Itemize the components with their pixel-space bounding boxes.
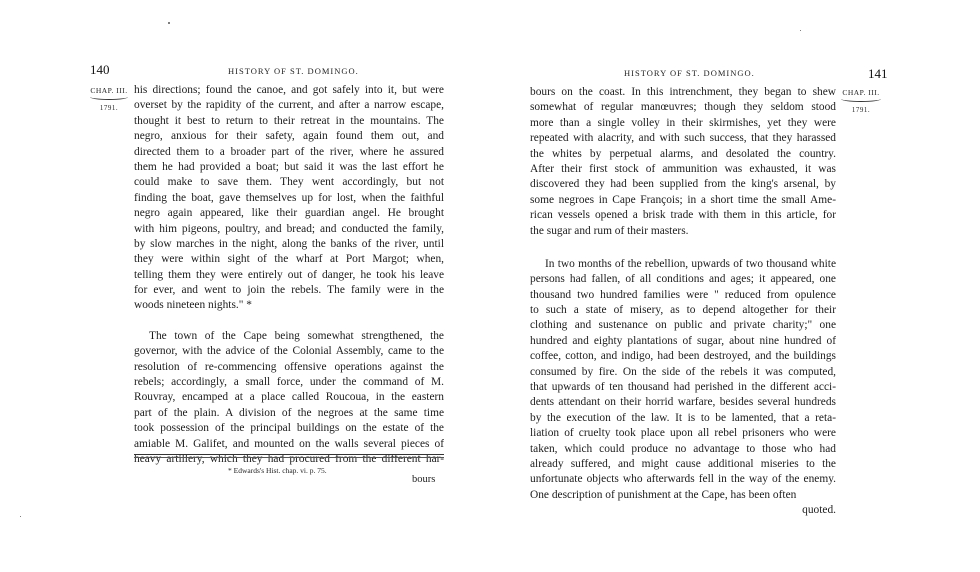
text-line: liation of cruelty took place upon all rebel prisoners who were [530, 427, 836, 440]
text-line: by the execution of the law. It is to be lamented, that a reta- [530, 411, 836, 424]
text-line: The town of the Cape being somewhat strengthened, the [149, 329, 444, 342]
text-block [530, 85, 836, 519]
text-line: overset by the rapidity of the current, and after a narrow escape, [134, 99, 444, 112]
page-number: 141 [868, 66, 888, 81]
text-line: the whites by perpetual alarms, and desolated the country. [530, 147, 836, 160]
text-line: amiable M. Galifet, and mounted on the walls several pieces of [134, 437, 444, 450]
text-line: took possession of the principal buildings on the estate of the [134, 422, 444, 435]
text-line: heavy artillery, which they had procured from the different har- [134, 452, 444, 465]
text-line: persons had fallen, of all conditions and ages; it appeared, one [530, 273, 836, 286]
running-head: HISTORY OF ST. DOMINGO. [228, 66, 359, 76]
text-line: bours on the coast. In this intrenchment, they began to shew [530, 86, 836, 98]
text-line: telling them they were entirely out of danger, he took his leave [134, 268, 444, 281]
margin-chapter: CHAP. III. [842, 88, 880, 97]
margin-note [838, 88, 884, 114]
text-line: thought it best to return to their retreat in the mountains. The [134, 114, 444, 127]
text-line: his directions; found the canoe, and got safely into it, but were [134, 84, 444, 96]
text-line: After their first stock of ammunition was exhausted, it was [530, 162, 836, 175]
text-line: by slow marches in the night, along the banks of the river, until [134, 237, 444, 250]
text-line: unfortunate objects who afterwards fell in the way of the enemy. [530, 473, 836, 486]
text-line: the sugar and rum of their masters. [530, 224, 689, 237]
text-line: In two months of the rebellion, upwards of two thousand white [545, 257, 836, 270]
text-line: directed them to a broader part of the river, where he assured [134, 145, 444, 158]
text-line: taken, which could produce no advantage to those who had [530, 442, 836, 455]
text-line: consumed by fire. On the side of the rebels it was computed, [530, 365, 836, 378]
text-line: could make to save them. They went accordingly, but not [134, 176, 444, 189]
text-line: them he had provided a boat; but said it was the last effort he [134, 160, 444, 173]
text-line: somewhat of regular manœuvres; though they seldom stood [530, 101, 836, 114]
catchword: bours [412, 474, 436, 485]
margin-note [87, 86, 131, 112]
text-line: rican vessels opened a brisk trade with them in this article, for [530, 209, 836, 222]
text-line: discovered they had been supplied from the king's arsenal, by [530, 178, 836, 191]
right-page [490, 0, 980, 572]
text-line: for ever, and went to join the rebels. The family were in the [134, 284, 444, 297]
text-line: resolution of re-commencing offensive operations against the [134, 360, 444, 373]
text-line: with him pigeons, poultry, and bread; and conducted the family, [134, 222, 444, 235]
margin-year: 1791. [99, 104, 119, 112]
running-head: HISTORY OF ST. DOMINGO. [624, 68, 755, 78]
text-line: One description of punishment at the Cape, has been often [530, 488, 797, 501]
text-line: hundred and eighty plantations of sugar, about nine hundred of [530, 334, 836, 347]
footnote: * Edwards's Hist. chap. vi. p. 75. [228, 466, 327, 475]
text-line: more than a single volley in their skirmishes, yet they were [530, 116, 836, 129]
text-line: quoted. [802, 504, 836, 517]
page-number: 140 [90, 62, 110, 77]
text-line: part of the plain. A division of the negroes at the same time [134, 406, 444, 419]
text-line: rebels; accordingly, a small force, under the command of M. [134, 376, 444, 389]
text-line: already suffered, and might cause additional miseries to the [530, 457, 836, 470]
footnote-rule [134, 457, 444, 458]
text-line: governor, with the advice of the Colonial Assembly, came to the [134, 345, 444, 358]
text-line: coffee, cotton, and indigo, had been destroyed, and the buildings [530, 350, 836, 363]
text-line: woods nineteen nights." * [134, 299, 252, 312]
margin-year: 1791. [851, 106, 871, 114]
text-line: repeated with alacrity, and with such success, that they harassed [530, 132, 836, 145]
text-block [134, 83, 444, 467]
text-line: clothing and sustenance on public and private charity;" one [530, 319, 836, 332]
text-line: negro again appeared, like their guardian angel. He brought [134, 207, 444, 220]
text-line: to such a state of misery, as to depend altogether for their [530, 304, 836, 317]
text-line: finding the boat, gave themselves up for lost, when the faithful [134, 191, 444, 204]
text-line: thousand two hundred families were " reduced from opulence [530, 288, 836, 301]
margin-chapter: CHAP. III. [90, 86, 128, 95]
text-line: they were within sight of the wharf at Port Margot; when, [134, 253, 444, 266]
text-line: that upwards of ten thousand had perished in the different acci- [530, 381, 836, 394]
text-line: dents attendant on their horrid warfare, besides several hundreds [530, 396, 836, 409]
text-line: some negroes in Cape François; in a short time the small Ame- [530, 193, 836, 206]
text-line: Rouvray, encamped at a place called Roucoua, in the eastern [134, 391, 444, 404]
footnote-rule [134, 454, 444, 455]
text-line: negro, anxious for their safety, again found them out, and [134, 130, 444, 143]
